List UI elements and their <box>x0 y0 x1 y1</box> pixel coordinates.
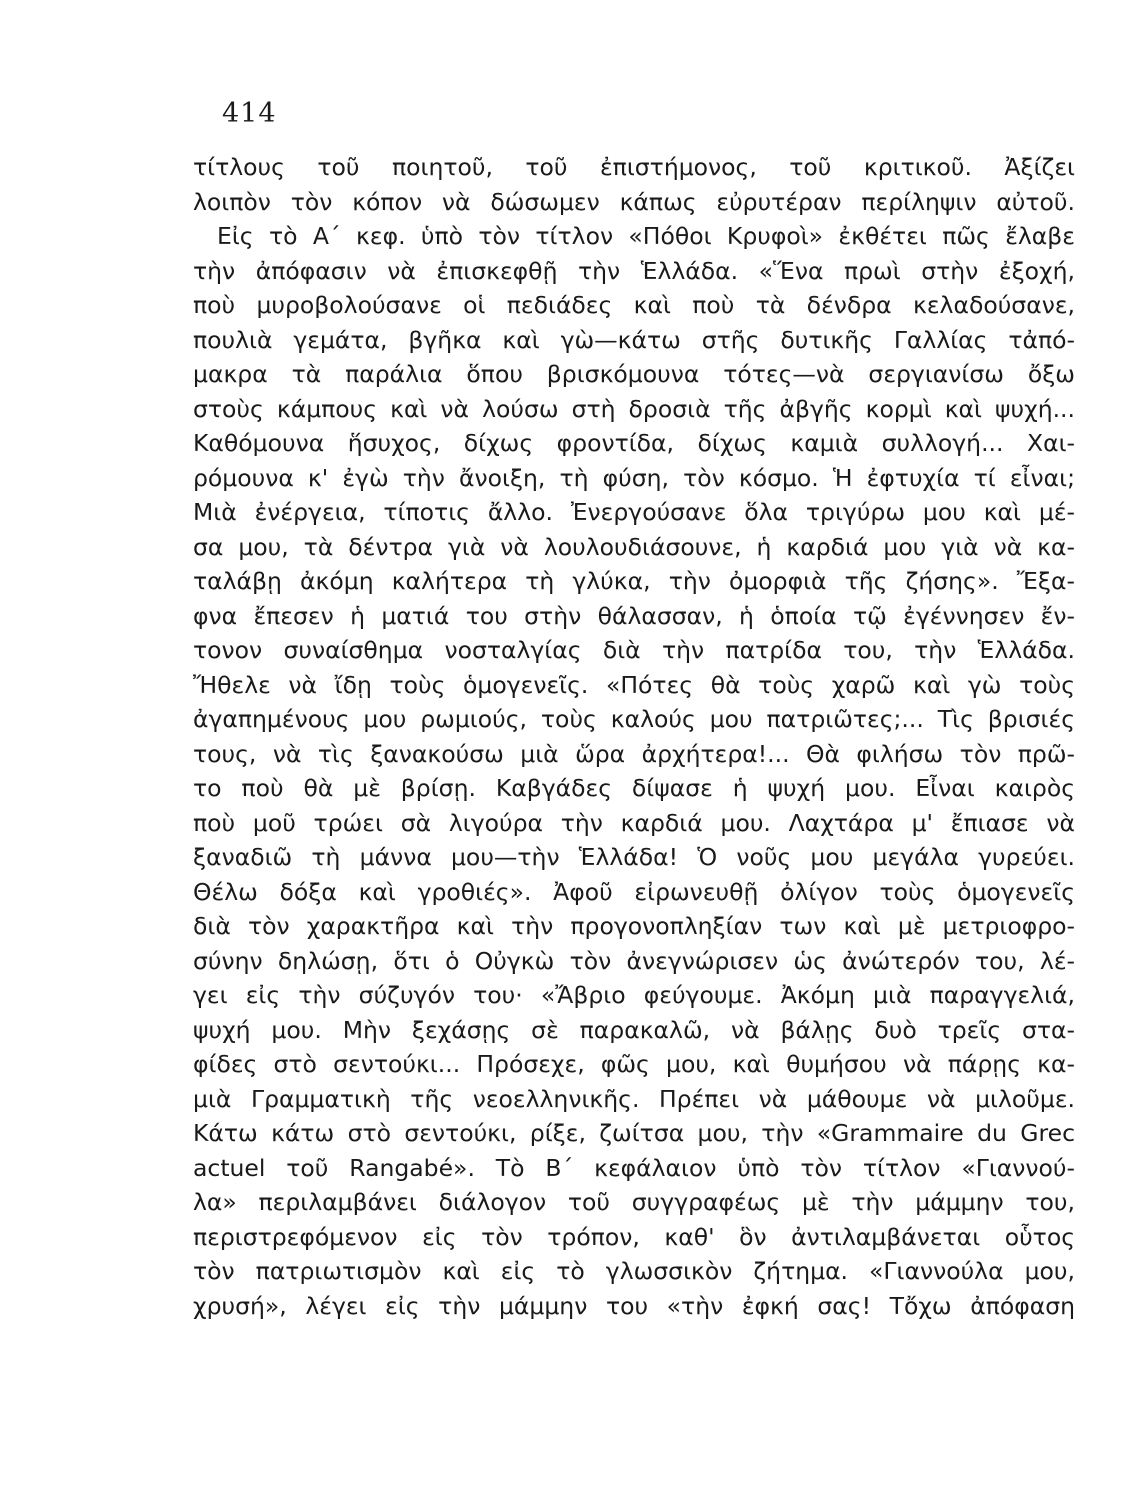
text-line: πουλιὰ γεμάτα, βγῆκα καὶ γὼ—κάτω στῆς δυτικῆς Γαλλίας τἀπό- <box>193 325 1075 354</box>
text-line: τους, νὰ τὶς ξανακούσω μιὰ ὥρα ἀρχήτερα!... Θὰ φιλήσω τὸν πρῶ- <box>193 739 1075 768</box>
text-line: Μιὰ ἐνέργεια, τίποτις ἄλλο. Ἐνεργούσανε ὅλα τριγύρω μου καὶ μέ- <box>193 498 1075 526</box>
text-line: φνα ἔπεσεν ἡ ματιά του στὴν θάλασσαν, ἡ ὁποία τῷ ἐγέννησεν ἔν- <box>193 601 1075 630</box>
text-line: Καθόμουνα ἥσυχος, δίχως φροντίδα, δίχως καμιὰ συλλογή... Χαι- <box>193 429 1075 457</box>
text-line: ρόμουνα κ' ἐγὼ τὴν ἄνοιξη, τὴ φύση, τὸν κόσμο. Ἡ ἐφτυχία τί εἶναι; <box>193 463 1075 492</box>
text-line: τὴν ἀπόφασιν νὰ ἐπισκεφθῇ τὴν Ἑλλάδα. «Ἕνα πρωὶ στὴν ἐξοχή, <box>193 256 1075 285</box>
text-line: Ἤθελε νὰ ἴδῃ τοὺς ὁμογενεῖς. «Πότες θὰ τοὺς χαρῶ καὶ γὼ τοὺς <box>193 670 1075 699</box>
body-text <box>193 150 1075 1323</box>
page-number: 414 <box>222 98 277 129</box>
text-line: περιστρεφόμενον εἰς τὸν τρόπον, καθ' ὃν ἀντιλαμβάνεται οὗτος <box>193 1222 1075 1251</box>
text-line: λοιπὸν τὸν κόπον νὰ δώσωμεν κάπως εὐρυτέραν περίληψιν αὐτοῦ. <box>193 187 1075 216</box>
text-line: διὰ τὸν χαρακτῆρα καὶ τὴν προγονοπληξίαν των καὶ μὲ μετριοφρο- <box>193 912 1075 940</box>
text-line: ταλάβῃ ἀκόμη καλήτερα τὴ γλύκα, τὴν ὀμορφιὰ τῆς ζήσης». Ἔξα- <box>193 567 1075 595</box>
text-line: μιὰ Γραμματικὴ τῆς νεοελληνικῆς. Πρέπει νὰ μάθουμε νὰ μιλοῦμε. <box>193 1084 1075 1113</box>
text-line: actuel τοῦ Rangabé». Τὸ Β΄ κεφάλαιον ὑπὸ τὸν τίτλον «Γιαννού- <box>193 1153 1075 1182</box>
text-line: Κάτω κάτω στὸ σεντούκι, ρίξε, ζωίτσα μου, τὴν «Grammaire du Grec <box>193 1119 1075 1147</box>
text-line: Θέλω δόξα καὶ γροθιές». Ἀφοῦ εἰρωνευθῇ ὀλίγον τοὺς ὁμογενεῖς <box>193 877 1075 906</box>
text-line: ξαναδιῶ τὴ μάννα μου—τὴν Ἑλλάδα! Ὁ νοῦς μου μεγάλα γυρεύει. <box>193 843 1075 871</box>
text-line: ψυχή μου. Μὴν ξεχάσῃς σὲ παρακαλῶ, νὰ βάλῃς δυὸ τρεῖς στα- <box>193 1015 1075 1044</box>
text-line: ἀγαπημένους μου ρωμιούς, τοὺς καλούς μου πατριῶτες;... Τὶς βρισιές <box>193 705 1075 733</box>
text-line: χρυσή», λέγει εἰς τὴν μάμμην του «τὴν ἐφκή σας! Τὄχω ἀπόφαση <box>193 1291 1075 1320</box>
text-line: φίδες στὸ σεντούκι... Πρόσεχε, φῶς μου, καὶ θυμήσου νὰ πάρῃς κα- <box>193 1050 1075 1078</box>
text-line: τὸν πατριωτισμὸν καὶ εἰς τὸ γλωσσικὸν ζήτημα. «Γιαννούλα μου, <box>193 1257 1075 1285</box>
text-line: τίτλους τοῦ ποιητοῦ, τοῦ ἐπιστήμονος, τοῦ κριτικοῦ. Ἀξίζει <box>193 153 1075 181</box>
text-line: το ποὺ θὰ μὲ βρίσῃ. Καβγάδες δίψασε ἡ ψυχή μου. Εἶναι καιρὸς <box>193 774 1075 802</box>
text-line: γει εἰς τὴν σύζυγόν του· «Ἄβριο φεύγουμε. Ἀκόμη μιὰ παραγγελιά, <box>193 981 1075 1009</box>
text-line: ποὺ μυροβολούσανε οἱ πεδιάδες καὶ ποὺ τὰ δένδρα κελαδούσανε, <box>193 291 1075 319</box>
text-line: Εἰς τὸ Α΄ κεφ. ὑπὸ τὸν τίτλον «Πόθοι Κρυφοὶ» ἐκθέτει πῶς ἔλαβε <box>217 222 1075 250</box>
text-line: σα μου, τὰ δέντρα γιὰ νὰ λουλουδιάσουνε, ἡ καρδιά μου γιὰ νὰ κα- <box>193 532 1075 561</box>
text-line: στοὺς κάμπους καὶ νὰ λούσω στὴ δροσιὰ τῆς ἀβγῆς κορμὶ καὶ ψυχή... <box>193 394 1075 423</box>
text-line: τονον συναίσθημα νοσταλγίας διὰ τὴν πατρίδα του, τὴν Ἑλλάδα. <box>193 636 1075 664</box>
text-line: σύνην δηλώσῃ, ὅτι ὁ Οὐγκὼ τὸν ἀνεγνώρισεν ὡς ἀνώτερόν του, λέ- <box>193 946 1075 975</box>
text-line: μακρα τὰ παράλια ὅπου βρισκόμουνα τότες—νὰ σεργιανίσω ὄξω <box>193 360 1075 388</box>
text-line: λα» περιλαμβάνει διάλογον τοῦ συγγραφέως μὲ τὴν μάμμην του, <box>193 1188 1075 1216</box>
text-line: ποὺ μοῦ τρώει σὰ λιγούρα τὴν καρδιά μου. Λαχτάρα μ' ἔπιασε νὰ <box>193 808 1075 837</box>
